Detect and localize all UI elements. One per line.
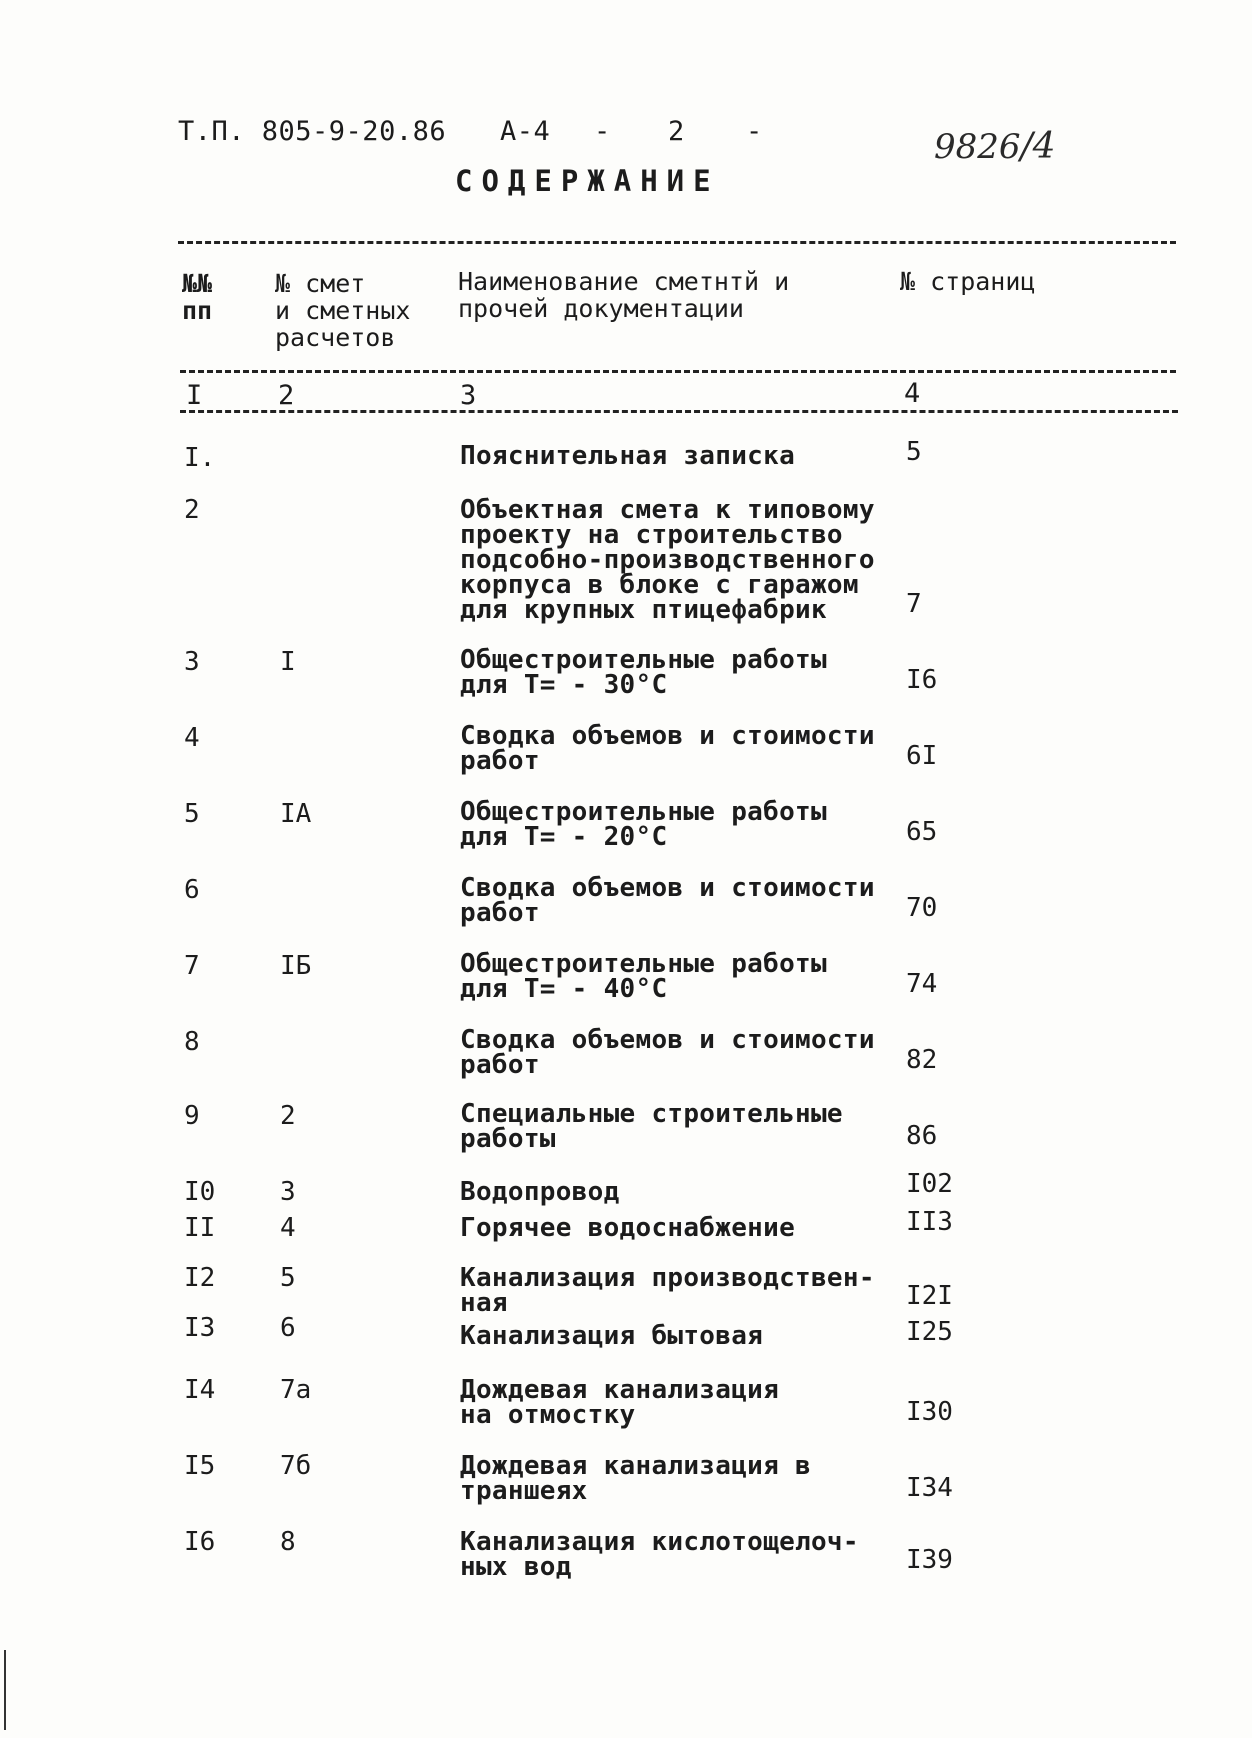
row-page-number: 74 [906, 969, 938, 999]
column-number: 3 [460, 380, 477, 411]
page-number: 2 [668, 116, 685, 147]
row-document-name: Канализация производствен- ная [460, 1263, 875, 1318]
header-dash: - [746, 116, 763, 147]
row-index: I5 [184, 1451, 216, 1481]
row-estimate-code: 4 [280, 1213, 296, 1243]
row-document-name: Водопровод [460, 1177, 620, 1207]
row-document-name: Канализация бытовая [460, 1321, 764, 1351]
row-page-number: 65 [906, 817, 938, 847]
row-page-number: 6I [906, 741, 938, 771]
scan-edge-mark [4, 1650, 6, 1730]
row-document-name: Канализация кислотощелоч- ных вод [460, 1527, 859, 1582]
page-title: СОДЕРЖАНИЕ [455, 164, 720, 198]
row-page-number: I25 [906, 1317, 953, 1347]
row-page-number: 7 [906, 589, 922, 619]
row-document-name: Общестроительные работы для Т= - 20°С [460, 797, 827, 852]
column-header-page-number: № страниц [900, 267, 1036, 296]
row-estimate-code: 7а [280, 1375, 312, 1405]
row-page-number: 70 [906, 893, 938, 923]
row-document-name: Общестроительные работы для Т= - 30°С [460, 645, 827, 700]
row-page-number: I30 [906, 1397, 953, 1427]
row-index: 7 [184, 951, 200, 981]
row-page-number: I39 [906, 1545, 953, 1575]
row-estimate-code: 2 [280, 1101, 296, 1131]
row-document-name: Объектная смета к типовому проекту на строительство подсобно-производственного корпуса в блоке с гаражом для крупных птицефабрик [460, 495, 875, 625]
row-page-number: 5 [906, 437, 922, 467]
handwritten-archive-number: 9826/4 [934, 126, 1056, 167]
row-index: I. [184, 443, 216, 473]
header-bottom-rule [180, 370, 1176, 373]
row-document-name: Сводка объемов и стоимости работ [460, 721, 875, 776]
row-page-number: 86 [906, 1121, 938, 1151]
row-index: 8 [184, 1027, 200, 1057]
row-document-name: Дождевая канализация на отмостку [460, 1375, 780, 1430]
row-index: 3 [184, 647, 200, 677]
column-header-estimate-number: № смет и сметных расчетов [275, 269, 411, 352]
row-document-name: Горячее водоснабжение [460, 1213, 796, 1243]
row-document-name: Сводка объемов и стоимости работ [460, 1025, 875, 1080]
table-top-rule [178, 241, 1176, 244]
column-numbers-rule [180, 410, 1178, 413]
column-header-document-name: Наименование сметнтй и прочей документации [458, 267, 790, 323]
row-estimate-code: IБ [280, 951, 312, 981]
album-code: А-4 [500, 116, 551, 147]
row-index: I3 [184, 1313, 216, 1343]
row-document-name: Специальные строительные работы [460, 1099, 843, 1154]
row-document-name: Сводка объемов и стоимости работ [460, 873, 875, 928]
row-index: I2 [184, 1263, 216, 1293]
row-page-number: I2I [906, 1281, 953, 1311]
row-page-number: II3 [906, 1207, 953, 1237]
row-document-name: Дождевая канализация в траншеях [460, 1451, 811, 1506]
row-index: 4 [184, 723, 200, 753]
row-document-name: Пояснительная записка [460, 441, 796, 471]
header-dash: - [594, 116, 611, 147]
row-index: 5 [184, 799, 200, 829]
row-index: I6 [184, 1527, 216, 1557]
row-page-number: I02 [906, 1169, 953, 1199]
project-code: Т.П. 805-9-20.86 [178, 116, 447, 147]
row-estimate-code: 5 [280, 1263, 296, 1293]
row-document-name: Общестроительные работы для Т= - 40°С [460, 949, 827, 1004]
row-estimate-code: 7б [280, 1451, 312, 1481]
row-page-number: I6 [906, 665, 938, 695]
column-number: 4 [904, 378, 921, 409]
column-number: 2 [278, 380, 295, 411]
row-estimate-code: IА [280, 799, 312, 829]
row-estimate-code: 3 [280, 1177, 296, 1207]
column-number: I [186, 380, 203, 411]
row-estimate-code: 6 [280, 1313, 296, 1343]
row-index: II [184, 1213, 216, 1243]
row-index: I0 [184, 1177, 216, 1207]
column-header-index: №№ пп [182, 269, 213, 325]
row-index: 6 [184, 875, 200, 905]
row-index: 2 [184, 495, 200, 525]
row-page-number: I34 [906, 1473, 953, 1503]
row-index: 9 [184, 1101, 200, 1131]
row-estimate-code: 8 [280, 1527, 296, 1557]
row-page-number: 82 [906, 1045, 938, 1075]
row-estimate-code: I [280, 647, 296, 677]
row-index: I4 [184, 1375, 216, 1405]
